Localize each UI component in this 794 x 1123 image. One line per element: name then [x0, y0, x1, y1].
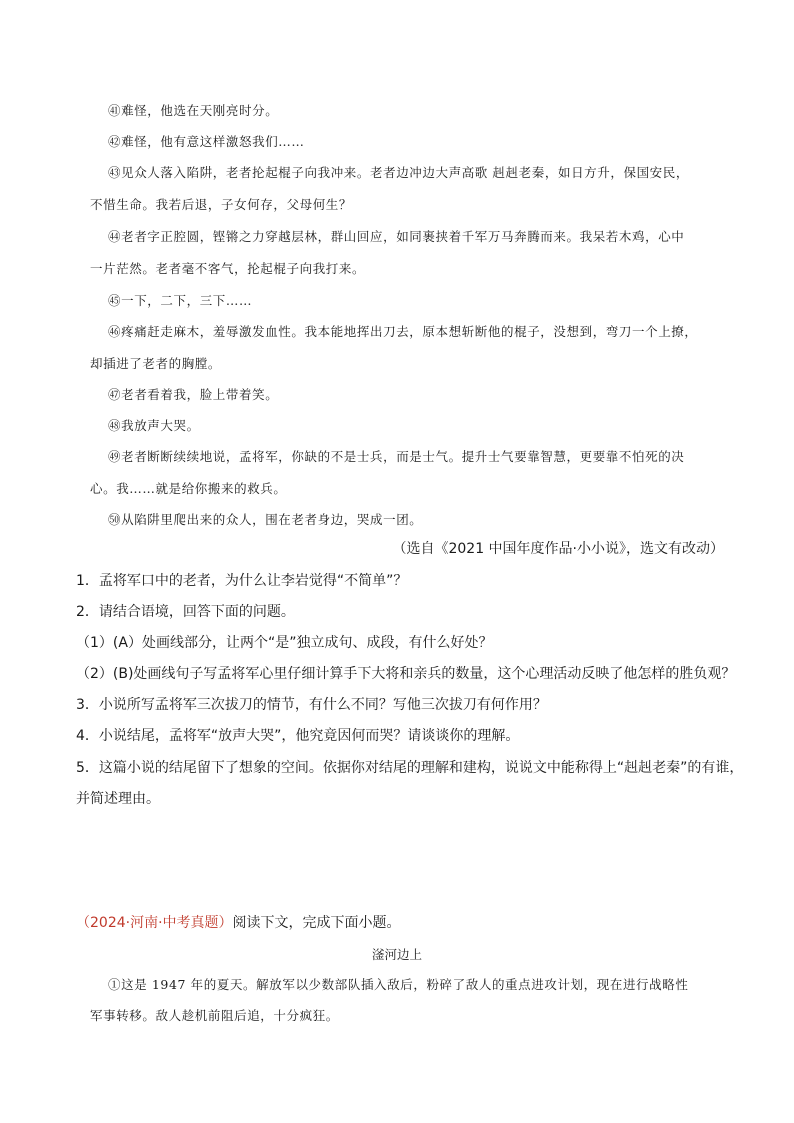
question-item: 2．请结合语境，回答下面的问题。 — [76, 604, 295, 620]
section-header — [76, 914, 401, 932]
question-item: 1．孟将军口中的老者，为什么让李岩觉得“不简单”？ — [76, 573, 408, 589]
passage-line: ㊾老者断断续续地说，孟将军，你缺的不是士兵，而是士气。提升士气要靠智慧，更要靠不怕死的决 — [108, 449, 685, 464]
question-item: （2）(B)处画线句子写孟将军心里仔细计算手下大将和亲兵的数量，这个心理活动反映了他怎样的胜负观？ — [76, 666, 736, 682]
passage-line: ㊹老者字正腔圆，铿锵之力穿越层林，群山回应，如同裹挟着千军万马奔腾而来。我呆若木鸡，心中 — [108, 229, 685, 244]
passage-line: 一片茫然。老者毫不客气，抡起棍子向我打来。 — [90, 261, 366, 276]
question-item: 5．这篇小说的结尾留下了想象的空间。依据你对结尾的理解和建构，说说文中能称得上“赳赳老秦”的有谁， — [76, 760, 744, 776]
passage-line: ㊽我放声大哭。 — [108, 418, 200, 433]
passage-line: ㊺一下，二下，三下…… — [108, 293, 253, 308]
passage-line: ㊷难怪，他有意这样激怒我们…… — [108, 134, 305, 149]
section-instruction: 阅读下文，完成下面小题。 — [232, 915, 401, 931]
article-title: 滏河边上 — [371, 947, 422, 962]
passage-line: ㊻疼痛赶走麻木，羞辱激发血性。我本能地挥出刀去，原本想斩断他的棍子，没想到，弯刀一个上撩， — [108, 324, 698, 339]
source-note: （选自《2021 中国年度作品·小小说》，选文有改动） — [392, 541, 724, 557]
question-item: （1）(A）处画线部分，让两个“是”独立成句、成段，有什么好处？ — [76, 635, 493, 651]
exam-source-tag: （2024·河南·中考真题） — [76, 915, 233, 931]
passage-line: ㊶难怪，他选在天刚亮时分。 — [108, 103, 279, 118]
question-item: 4．小说结尾，孟将军“放声大哭”，他究竟因何而哭？请谈谈你的理解。 — [76, 728, 520, 744]
passage-line: ㊸见众人落入陷阱，老者抡起棍子向我冲来。老者边冲边大声高歌 赳赳老秦，如日方升，保国安民， — [108, 165, 689, 180]
passage-line: 却插进了老者的胸膛。 — [90, 356, 222, 371]
passage-line: 不惜生命。我若后退，子女何存，父母何生？ — [90, 197, 353, 212]
article-line: 军事转移。敌人趁机前阻后追，十分疯狂。 — [90, 1008, 339, 1023]
question-item: 并简述理由。 — [76, 791, 160, 807]
passage-line: 心。我……就是给你搬来的救兵。 — [90, 481, 287, 496]
passage-line: ㊿从陷阱里爬出来的众人，围在老者身边，哭成一团。 — [108, 512, 423, 527]
question-item: 3．小说所写孟将军三次拔刀的情节，有什么不同？写他三次拔刀有何作用？ — [76, 697, 547, 713]
article-line: ①这是 1947 年的夏天。解放军以少数部队插入敌后，粉碎了敌人的重点进攻计划，现在进行战略性 — [108, 977, 689, 992]
passage-line: ㊼老者看着我，脸上带着笑。 — [108, 387, 279, 402]
